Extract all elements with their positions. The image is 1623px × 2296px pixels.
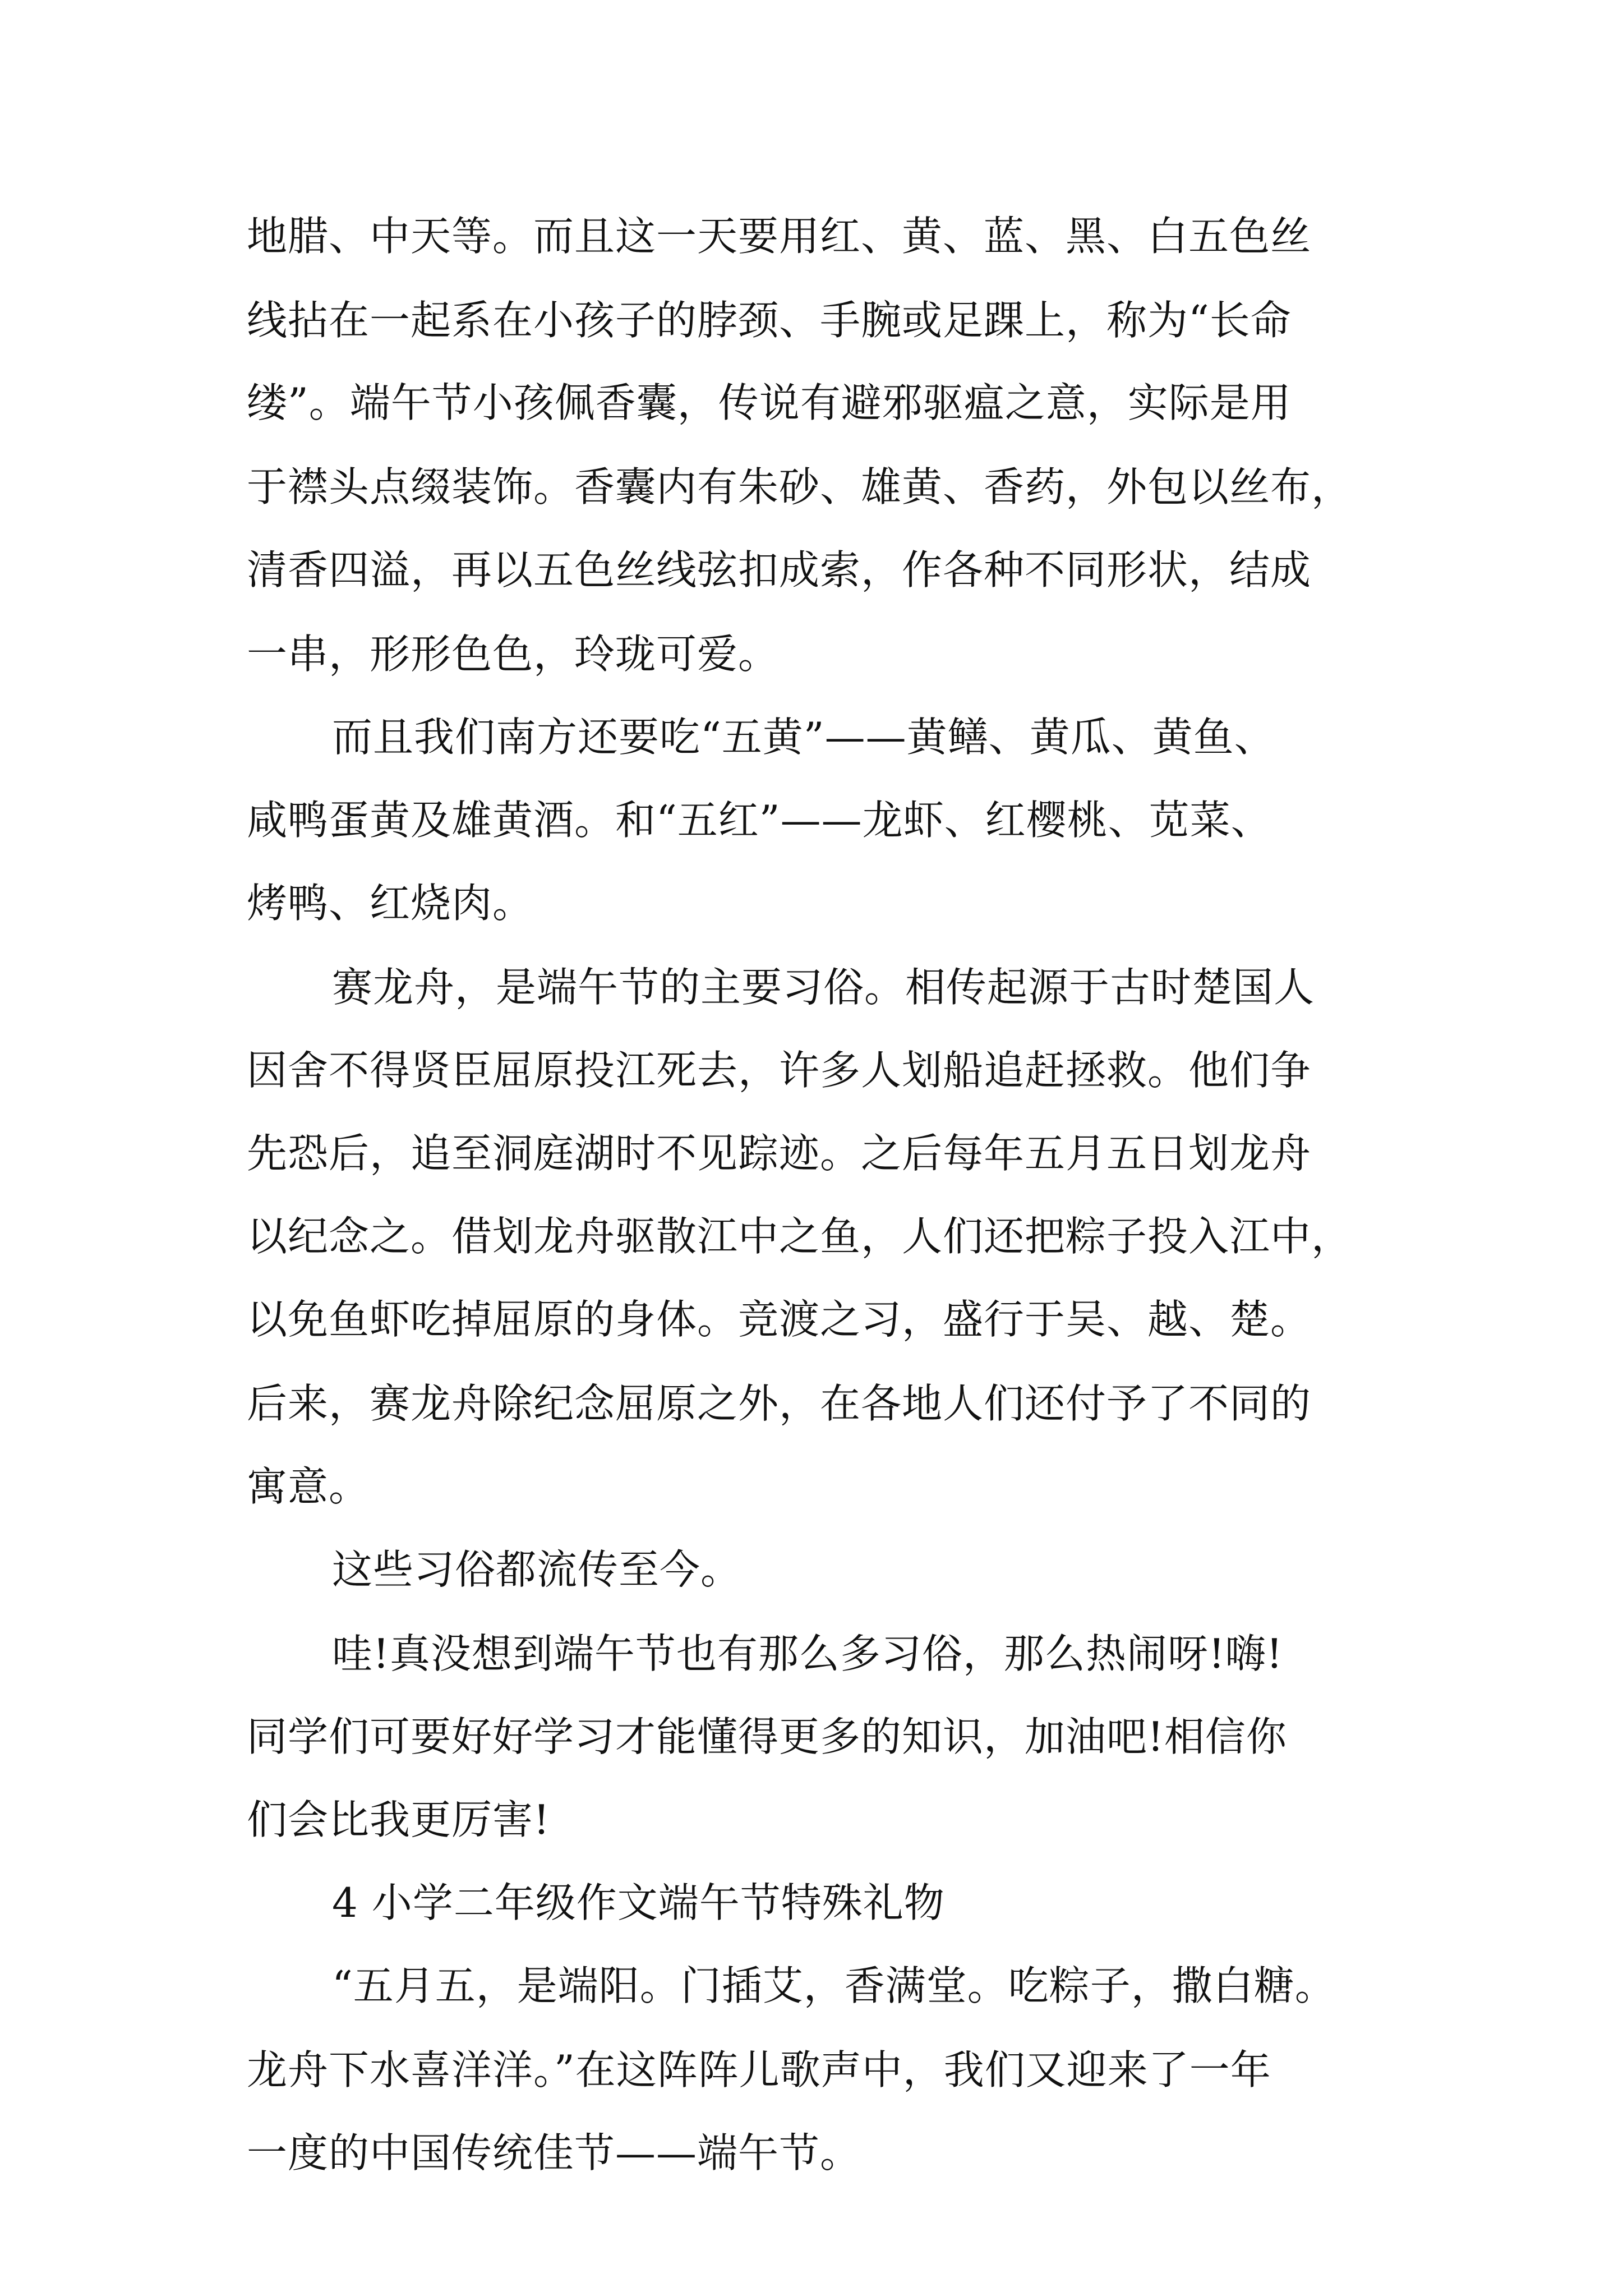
text-line: 以免鱼虾吃掉屈原的身体。竞渡之习，盛行于吴、越、楚。 xyxy=(247,1296,1312,1343)
text-line: 同学们可要好好学习才能懂得更多的知识，加油吧!相信你 xyxy=(247,1713,1287,1760)
text-line: 于襟头点缀装饰。香囊内有朱砂、雄黄、香药，外包以丝布， xyxy=(247,463,1353,510)
paragraph-start-line: 哇!真没想到端午节也有那么多习俗，那么热闹呀!嗨! xyxy=(332,1630,1283,1677)
paragraph-start-line: 而且我们南方还要吃“五黄”——黄鳝、黄瓜、黄鱼、 xyxy=(332,714,1275,761)
text-line: 先恐后，追至洞庭湖时不见踪迹。之后每年五月五日划龙舟 xyxy=(247,1130,1312,1177)
text-line: 地腊、中天等。而且这一天要用红、黄、蓝、黑、白五色丝 xyxy=(247,213,1312,260)
text-line: 一串，形形色色，玲珑可爱。 xyxy=(247,631,780,678)
section-heading: 4 小学二年级作文端午节特殊礼物 xyxy=(332,1879,945,1926)
text-line: 线拈在一起系在小孩子的脖颈、手腕或足踝上，称为“长命 xyxy=(247,297,1292,344)
text-line: 因舍不得贤臣屈原投江死去，许多人划船追赶拯救。他们争 xyxy=(247,1047,1312,1094)
text-line: 烤鸭、红烧肉。 xyxy=(247,880,534,927)
paragraph-start-line: “五月五，是端阳。门插艾，香满堂。吃粽子，撒白糖。 xyxy=(332,1962,1336,2009)
text-line: 清香四溢，再以五色丝线弦扣成索，作各种不同形状，结成 xyxy=(247,546,1312,593)
text-line: 龙舟下水喜洋洋。”在这阵阵儿歌声中，我们又迎来了一年 xyxy=(247,2046,1271,2093)
text-line: 们会比我更厉害! xyxy=(247,1796,550,1843)
paragraph-start-line: 这些习俗都流传至今。 xyxy=(332,1546,742,1593)
text-line: 咸鸭蛋黄及雄黄酒。和“五红”——龙虾、红樱桃、苋菜、 xyxy=(247,797,1272,844)
text-line: 一度的中国传统佳节——端午节。 xyxy=(247,2129,861,2177)
text-line: 后来，赛龙舟除纪念屈原之外，在各地人们还付予了不同的 xyxy=(247,1380,1312,1427)
text-line: 缕”。端午节小孩佩香囊，传说有避邪驱瘟之意，实际是用 xyxy=(247,379,1292,426)
text-line: 寓意。 xyxy=(247,1463,370,1510)
text-line: 以纪念之。借划龙舟驱散江中之鱼，人们还把粽子投入江中， xyxy=(247,1213,1353,1260)
paragraph-start-line: 赛龙舟，是端午节的主要习俗。相传起源于古时楚国人 xyxy=(332,964,1315,1011)
